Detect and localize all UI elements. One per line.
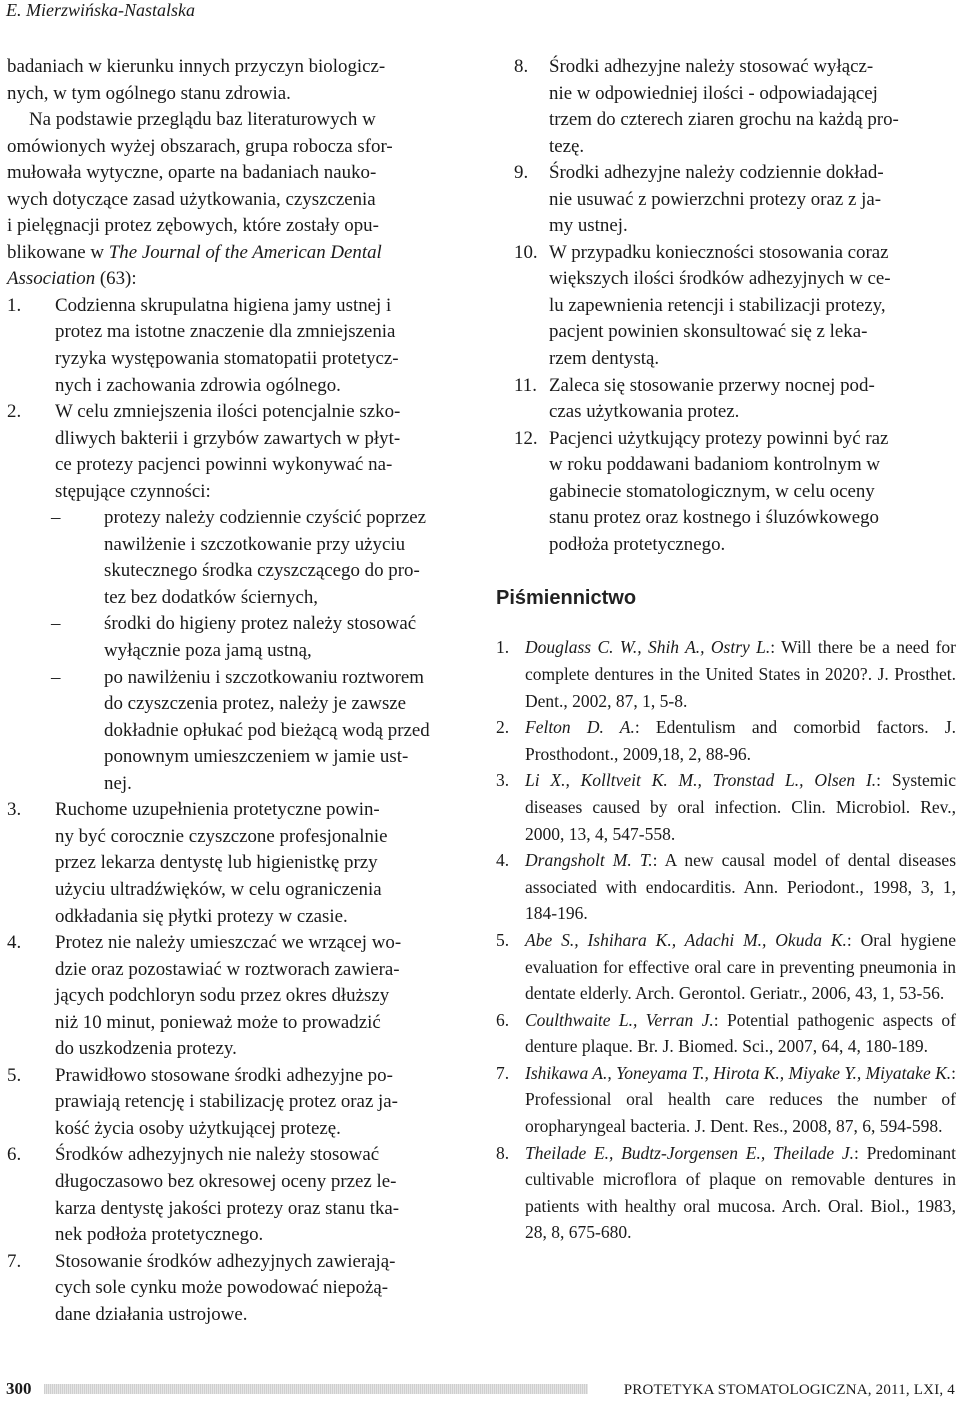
reference-authors: Douglass C. W., Shih A., Ostry L. (525, 637, 771, 658)
text-line: W przypadku konieczności stosowania coraz (549, 241, 889, 263)
journal-title: The Journal of the American Dental (108, 241, 382, 263)
text-line: skutecznego środka czyszczącego do pro- (104, 560, 420, 582)
reference-item (494, 634, 956, 714)
guideline-item-7 (7, 1249, 469, 1329)
guideline-item-8 (494, 54, 956, 160)
text-line: czas użytkowania protez. (549, 401, 740, 423)
text-line: my ustnej. (549, 215, 628, 237)
reference-item (494, 1060, 956, 1140)
reference-details: : Predominant cultivable microflora of plaque on removable dentures in patients with healthy oral mucosa. Arch. Oral. Biol., 1983, 28, 8, 675-680. (525, 1142, 956, 1243)
guideline-item-12 (494, 426, 956, 559)
guideline-item-4 (7, 930, 469, 1063)
item-number: 8. (514, 56, 529, 77)
text-line: nek podłoża protetycznego. (55, 1224, 264, 1246)
item-number: 7. (7, 1250, 22, 1272)
reference-number: 5. (496, 929, 510, 950)
text-line: dokładnie opłukać pod bieżącą wodą przed (104, 719, 430, 741)
text-line: ryzyka występowania stomatopatii protetycz- (55, 348, 399, 370)
item-number: 3. (7, 799, 22, 821)
reference-authors: Coulthwaite L., Verran J. (525, 1009, 714, 1030)
text-line: nie usuwać z powierzchni protezy oraz z ja- (549, 188, 881, 210)
guideline-item-9 (494, 160, 956, 240)
text-line: protez ma istotne znaczenie dla zmniejszenia (55, 321, 396, 343)
guideline-item-10 (494, 240, 956, 373)
text-line: Protez nie należy umieszczać we wrzącej wo- (55, 932, 402, 954)
text-line: Stosowanie środków adhezyjnych zawierają- (55, 1250, 396, 1272)
text-line: Prawidłowo stosowane środki adhezyjne po- (55, 1064, 393, 1086)
text-line: stanu protez oraz kostnego i śluzówkowego (549, 507, 879, 529)
journal-title: Association (7, 268, 96, 290)
item-number: 9. (514, 162, 529, 184)
text-line: kość życia osoby użytkującej protezę. (55, 1117, 341, 1139)
text-line: blikowane w (7, 241, 109, 263)
text-line: wyłącznie poza jamą ustną, (104, 640, 312, 662)
item-number: 5. (7, 1064, 22, 1086)
text-line: stępujące czynności: (55, 480, 211, 502)
text-fragment: (63): (95, 268, 137, 290)
text-line: większych ilości środków adhezyjnych w ce- (549, 268, 891, 290)
text-line: do uszkodzenia protezy. (55, 1038, 237, 1060)
text-line: środki do higieny protez należy stosować (104, 613, 417, 635)
text-line: nych, w tym ogólnego stanu zdrowia. (7, 82, 291, 104)
text-line: lu zapewnienia retencji i stabilizacji protezy, (549, 294, 886, 316)
guideline-item-11 (494, 373, 956, 426)
item-number: 10. (514, 241, 538, 263)
footer-journal-title: PROTETYKA STOMATOLOGICZNA, 2011, LXI, 4 (623, 1382, 955, 1398)
guideline-item-5 (7, 1063, 469, 1143)
item-number: 4. (7, 932, 22, 954)
item-number: 11. (514, 374, 537, 396)
reference-details: : Edentulism and comorbid factors. J. Prosthodont., 2009,18, 2, 88-96. (525, 717, 956, 764)
reference-number: 6. (496, 1009, 510, 1030)
reference-authors: Theilade E., Budtz-Jorgensen E., Theilade J. (525, 1142, 854, 1163)
text-line: badaniach w kierunku innych przyczyn biologicz- (7, 56, 386, 77)
dash-bullet: – (51, 613, 61, 635)
reference-item (494, 927, 956, 1007)
reference-number: 8. (496, 1142, 510, 1163)
text-line: tezę. (549, 135, 585, 157)
text-line: gabinecie stomatologicznym, w celu oceny (549, 480, 875, 502)
reference-authors: Ishikawa A., Yoneyama T., Hirota K., Miyake Y., Miyatake K. (525, 1062, 952, 1083)
reference-number: 2. (496, 717, 510, 738)
reference-details: : Will there be a need for complete dentures in the United States in 2020?. J. Prosthet. Dent., 2002, 87, 1, 5-8. (525, 637, 956, 711)
page-number: 300 (6, 1379, 32, 1398)
reference-item (494, 847, 956, 927)
text-line: Na podstawie przeglądu baz literaturowych w (29, 109, 376, 131)
text-line: podłoża protetycznego. (549, 533, 726, 555)
reference-number: 4. (496, 850, 510, 871)
text-line: prawiają retencję i stabilizację protez oraz ja- (55, 1091, 398, 1113)
running-head: E. Mierzwińska-Nastalska (6, 0, 195, 20)
text-line: niż 10 minut, ponieważ może to prowadzić (55, 1011, 381, 1033)
text-line: Ruchome uzupełnienia protetyczne powin- (55, 799, 380, 821)
text-line: odkładania się płytki protezy w czasie. (55, 905, 348, 927)
text-line: użyciu ultradźwięków, w celu ograniczenia (55, 878, 382, 900)
text-line: cych sole cynku może powodować niepożą- (55, 1277, 389, 1299)
reference-number: 7. (496, 1062, 510, 1083)
item-number: 1. (7, 294, 22, 316)
text-line: karza dentystę jakości protezy oraz stanu tka- (55, 1197, 400, 1219)
reference-details: : Professional oral health care reduces the number of oropharyngeal bacteria. J. Dent. Res., 2008, 87, 6, 594-598. (525, 1062, 957, 1137)
text-line: w roku poddawani badaniom kontrolnym w (549, 454, 881, 476)
text-line: Środki adhezyjne należy codziennie dokład- (549, 162, 884, 184)
guideline-item-2 (7, 399, 469, 505)
item-number: 6. (7, 1144, 22, 1166)
text-line: Zaleca się stosowanie przerwy nocnej pod- (549, 374, 875, 396)
text-line: Codzienna skrupulatna higiena jamy ustnej i (55, 294, 392, 316)
text-line: ny być corocznie czyszczone profesjonalnie (55, 825, 388, 847)
dash-item-2 (7, 611, 469, 664)
guidelines-intro-paragraph (7, 107, 469, 293)
reference-authors: Felton D. A. (525, 717, 635, 738)
guideline-item-6 (7, 1142, 469, 1248)
text-line: ce protezy pacjenci powinni wykonywać na- (55, 454, 393, 476)
item-number: 2. (7, 401, 22, 423)
reference-details: : A new causal model of dental diseases associated with endocarditis. Ann. Periodont., 1998, 3, 1, 184-196. (525, 850, 956, 924)
reference-details: : Potential pathogenic aspects of denture plaque. Br. J. Biomed. Sci., 2007, 64, 4, 180-189. (525, 1009, 957, 1057)
text-line: W celu zmniejszenia ilości potencjalnie szko- (55, 401, 401, 423)
dash-item-1 (7, 505, 469, 611)
text-line: do czyszczenia protez, należy je zawsze (104, 693, 407, 715)
text-line: po nawilżeniu i szczotkowaniu roztworem (104, 666, 424, 688)
text-line: dzie oraz pozostawiać w roztworach zawiera- (55, 958, 400, 980)
reference-number: 3. (496, 770, 510, 791)
references-list (494, 634, 956, 1246)
text-line: Środki adhezyjne należy stosować wyłącz- (549, 56, 874, 77)
text-line: mułowała wytyczne, oparte na badaniach nauko- (7, 162, 377, 184)
text-line: i pielęgnacji protez zębowych, które zostały opu- (7, 215, 379, 237)
reference-item (494, 1140, 956, 1246)
reference-authors: Li X., Kolltveit K. M., Tronstad L., Olsen I. (525, 770, 877, 791)
text-line: długoczasowo bez okresowej oceny przez le- (55, 1170, 397, 1192)
text-line: przez lekarza dentystę lub higienistkę przy (55, 852, 378, 874)
guideline-item-1 (7, 293, 469, 399)
left-column (7, 54, 469, 1328)
references-heading: Piśmiennictwo (496, 587, 637, 610)
reference-authors: Abe S., Ishihara K., Adachi M., Okuda K. (525, 929, 847, 950)
reference-item (494, 714, 956, 767)
text-line: jących podchloryn sodu przez okres dłuższy (55, 985, 390, 1007)
item-number: 12. (514, 427, 538, 449)
text-line: nie w odpowiedniej ilości - odpowiadającej (549, 82, 878, 104)
text-line: omówionych wyżej obszarach, grupa robocza sfor- (7, 135, 393, 157)
dash-item-3 (7, 665, 469, 798)
intro-paragraph (7, 54, 469, 107)
text-line: dane działania ustrojowe. (55, 1303, 248, 1325)
reference-details: : Systemic diseases caused by oral infection. Clin. Microbiol. Rev., 2000, 13, 4, 547-558. (525, 770, 956, 844)
text-line: dliwych bakterii i grzybów zawartych w płyt- (55, 427, 401, 449)
text-line: nych i zachowania zdrowia ogólnego. (55, 374, 341, 396)
text-line: ponownym umieszczeniem w jamie ust- (104, 746, 409, 768)
text-line: tez bez dodatków ściernych, (104, 586, 319, 608)
text-line: Pacjenci użytkujący protezy powinni być raz (549, 427, 889, 449)
reference-authors: Drangsholt M. T. (525, 850, 653, 871)
text-line: nawilżenie i szczotkowanie przy użyciu (104, 533, 406, 555)
right-column (494, 54, 956, 1246)
reference-number: 1. (496, 637, 510, 658)
text-line: pacjent powinien skonsultować się z leka- (549, 321, 868, 343)
text-line: Środków adhezyjnych nie należy stosować (55, 1144, 380, 1166)
footer-rule (44, 1384, 588, 1394)
text-line: protezy należy codziennie czyścić poprzez (104, 507, 427, 529)
reference-item (494, 767, 956, 847)
reference-details: : Oral hygiene evaluation for effective oral care in preventing pneumonia in dentate elderly. Arch. Gerontol. Geriatr., 2006, 43, 1, 53-56. (525, 929, 956, 1004)
reference-item (494, 1007, 956, 1060)
guideline-item-3 (7, 797, 469, 930)
text-line: rzem dentystą. (549, 348, 660, 370)
dash-bullet: – (51, 507, 61, 529)
text-line: nej. (104, 772, 132, 794)
text-line: trzem do czterech ziaren grochu na każdą pro- (549, 109, 899, 131)
text-line: wych dotyczące zasad użytkowania, czyszczenia (7, 188, 376, 210)
dash-bullet: – (51, 666, 61, 688)
